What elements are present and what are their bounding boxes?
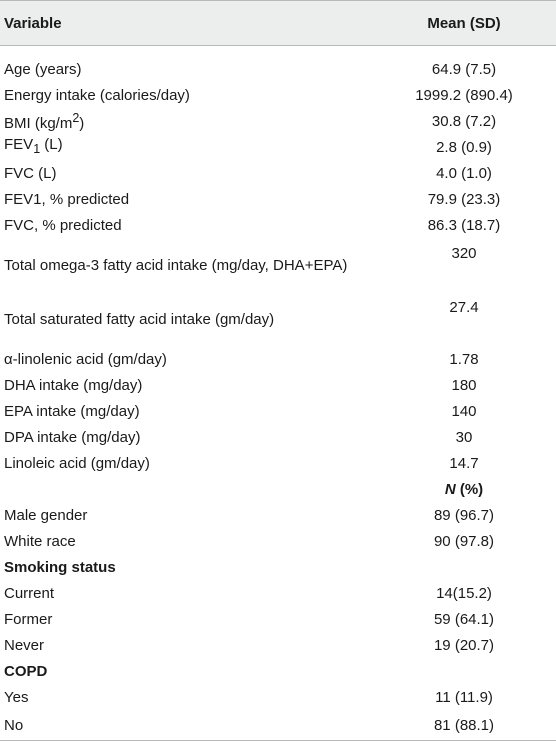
row-value: 79.9 (23.3) — [427, 190, 501, 208]
table-row — [0, 450, 556, 476]
row-label: FVC (L) — [4, 164, 57, 182]
row-value: 27.4 — [449, 299, 479, 316]
row-value: 1999.2 (890.4) — [415, 86, 513, 104]
subscript: 1 — [33, 142, 41, 156]
row-label: Age (years) — [4, 60, 82, 78]
table-row — [0, 580, 556, 606]
label-text: ) — [79, 115, 85, 132]
row-value: 4.0 (1.0) — [436, 164, 492, 182]
table-row — [0, 160, 556, 186]
table-row — [0, 528, 556, 554]
table-row — [0, 424, 556, 450]
table-row — [0, 398, 556, 424]
row-label: EPA intake (mg/day) — [4, 402, 140, 420]
row-value: 14.7 — [449, 454, 479, 472]
row-value: 19 (20.7) — [433, 636, 495, 654]
table-row — [0, 292, 556, 346]
row-value: 11 (11.9) — [435, 688, 493, 706]
row-value: 320 — [451, 245, 477, 262]
label-text: BMI (kg/m — [4, 115, 73, 132]
header-variable: Variable — [0, 1, 372, 46]
row-value: 86.3 (18.7) — [427, 216, 501, 234]
row-label: FEV1, % predicted — [4, 190, 130, 208]
row-value: 30.8 (7.2) — [431, 112, 497, 130]
superscript: 2 — [72, 111, 80, 125]
row-value: 140 — [451, 402, 477, 420]
table-row — [0, 502, 556, 528]
label-text: (L) — [40, 136, 63, 153]
row-value: 81 (88.1) — [372, 710, 556, 741]
table-row — [0, 346, 556, 372]
row-label: Yes — [4, 688, 29, 706]
table-row — [0, 606, 556, 632]
row-value: 59 (64.1) — [433, 610, 495, 628]
header-mean-sd: Mean (SD) — [372, 1, 556, 46]
table-row — [0, 238, 556, 292]
row-label: Former — [4, 610, 53, 628]
n-label: N — [444, 480, 456, 498]
row-label: Current — [4, 584, 55, 602]
table-row — [0, 46, 556, 83]
table-row — [0, 186, 556, 212]
row-value — [372, 554, 556, 580]
row-value: 14(15.2) — [436, 584, 492, 602]
row-label: Linoleic acid (gm/day) — [4, 454, 150, 472]
row-value: 30 — [455, 428, 473, 446]
row-label — [0, 134, 372, 160]
row-value: 2.8 (0.9) — [436, 138, 492, 156]
row-value: 64.9 (7.5) — [431, 60, 497, 78]
table-row — [0, 212, 556, 238]
section-label: COPD — [4, 662, 48, 680]
row-value: 1.78 — [449, 350, 479, 368]
row-value: 90 (97.8) — [433, 532, 495, 550]
row-label: Male gender — [4, 506, 88, 524]
row-label: Total saturated fatty acid intake (gm/day) — [4, 310, 275, 328]
table-row — [0, 684, 556, 710]
row-label: α-linolenic acid (gm/day) — [4, 350, 167, 368]
table-subheader-row — [0, 476, 556, 502]
row-label — [0, 108, 372, 134]
table-row — [0, 108, 556, 134]
table-row — [0, 134, 556, 160]
row-label: Energy intake (calories/day) — [4, 86, 190, 104]
section-row-smoking-status — [0, 554, 556, 580]
table-row — [0, 372, 556, 398]
row-label: White race — [4, 532, 76, 550]
table-row — [0, 82, 556, 108]
percent-label: (%) — [455, 480, 484, 498]
row-label: DHA intake (mg/day) — [4, 376, 143, 394]
row-label: FVC, % predicted — [4, 216, 122, 234]
section-label: Smoking status — [4, 558, 116, 576]
subheader-n-percent — [372, 476, 556, 502]
row-value: 180 — [451, 376, 477, 394]
row-label: Total omega-3 fatty acid intake (mg/day, DHA+EPA) — [4, 256, 348, 274]
label-text: FEV — [4, 136, 34, 153]
section-row-copd — [0, 658, 556, 684]
table-row — [0, 632, 556, 658]
table-row — [0, 710, 556, 741]
row-label — [0, 476, 372, 502]
row-value — [372, 658, 556, 684]
row-value: 89 (96.7) — [433, 506, 495, 524]
row-label: No — [0, 710, 372, 741]
row-label: Never — [4, 636, 45, 654]
row-label: DPA intake (mg/day) — [4, 428, 141, 446]
table-header-row — [0, 1, 556, 46]
